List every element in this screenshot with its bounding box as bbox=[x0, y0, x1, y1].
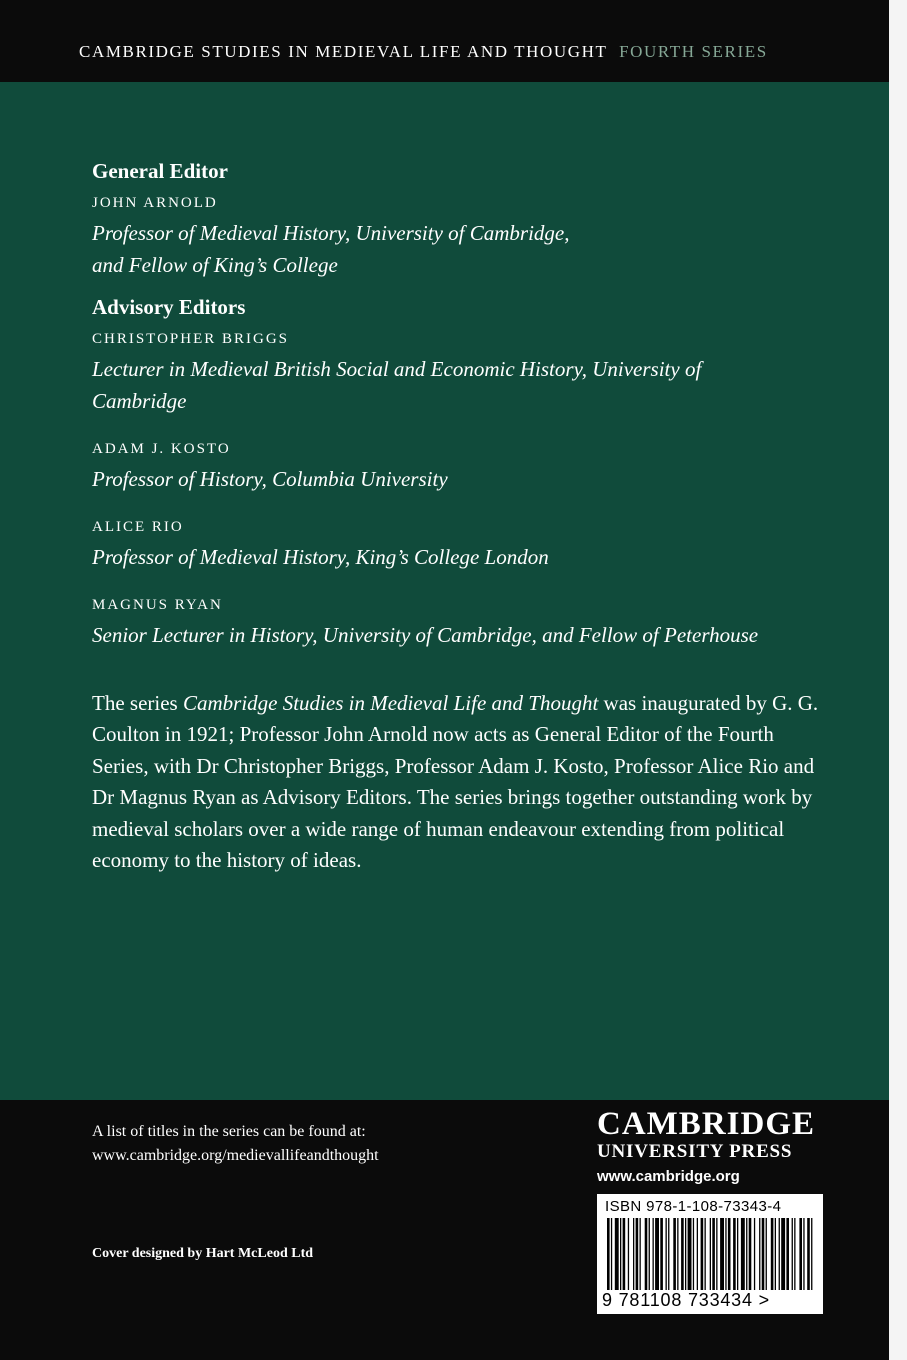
general-editor-heading: General Editor bbox=[92, 159, 228, 183]
affiliation-line: Professor of Medieval History, University of Cambridge, bbox=[92, 221, 570, 245]
series-title-line bbox=[79, 42, 768, 62]
barcode-bar bbox=[666, 1218, 667, 1290]
barcode-bar bbox=[611, 1218, 612, 1290]
list-note-text: A list of titles in the series can be found at: bbox=[92, 1123, 366, 1140]
blurb-series-title: Cambridge Studies in Medieval Life and Thought bbox=[182, 691, 599, 715]
series-title: CAMBRIDGE STUDIES IN MEDIEVAL LIFE AND THOUGHT bbox=[79, 42, 608, 61]
barcode-bar bbox=[762, 1218, 765, 1290]
barcode-bar bbox=[693, 1218, 694, 1290]
barcode-bar bbox=[677, 1218, 678, 1290]
isbn-text: ISBN 978-1-108-73343-4 bbox=[605, 1198, 782, 1215]
barcode-bar bbox=[628, 1218, 629, 1290]
barcode-bar bbox=[771, 1218, 774, 1290]
series-list-note bbox=[92, 1120, 512, 1168]
advisory-editor-name: ADAM J. KOSTO bbox=[92, 441, 231, 457]
barcode-bar bbox=[697, 1218, 698, 1290]
barcode-bar bbox=[712, 1218, 715, 1290]
series-description bbox=[92, 688, 832, 876]
barcode-bar bbox=[781, 1218, 785, 1290]
advisory-editor-affiliation: Senior Lecturer in History, University of Cambridge, and Fellow of Peterhouse bbox=[92, 623, 759, 647]
series-url: www.cambridge.org/medievallifeandthought bbox=[92, 1147, 379, 1164]
advisory-editors-heading: Advisory Editors bbox=[92, 295, 246, 319]
barcode-bar bbox=[701, 1218, 704, 1290]
barcode-bar bbox=[803, 1218, 804, 1290]
general-editor-name: JOHN ARNOLD bbox=[92, 195, 218, 211]
footer-band bbox=[0, 1100, 889, 1360]
ean-digits: 9 781108 733434 > bbox=[602, 1290, 770, 1310]
advisory-editor-name: ALICE RIO bbox=[92, 519, 184, 535]
publisher-press: UNIVERSITY PRESS bbox=[597, 1141, 793, 1162]
cover-credit: Cover designed by Hart McLeod Ltd bbox=[92, 1246, 314, 1261]
barcode-bar bbox=[620, 1218, 621, 1290]
series-header-band bbox=[0, 0, 889, 82]
barcode-bar bbox=[733, 1218, 736, 1290]
barcode-graphic bbox=[601, 1218, 819, 1290]
barcode-bar bbox=[681, 1218, 684, 1290]
barcode-bar bbox=[792, 1218, 793, 1290]
series-number: FOURTH SERIES bbox=[619, 42, 768, 61]
page-edge bbox=[889, 0, 907, 1360]
editors-section bbox=[92, 157, 872, 651]
barcode-bar bbox=[807, 1218, 810, 1290]
advisory-editor-name: MAGNUS RYAN bbox=[92, 597, 223, 613]
blurb-prefix: The series bbox=[92, 691, 183, 715]
advisory-editor-affiliation: Professor of Medieval History, King’s College London bbox=[92, 545, 549, 569]
barcode-bar bbox=[645, 1218, 648, 1290]
barcode-bar bbox=[640, 1218, 641, 1290]
barcode-bar bbox=[759, 1218, 760, 1290]
barcode-bar bbox=[799, 1218, 802, 1290]
barcode-bar bbox=[725, 1218, 726, 1290]
barcode-bar bbox=[766, 1218, 767, 1290]
barcode-bar bbox=[779, 1218, 780, 1290]
publisher-name: CAMBRIDGE bbox=[597, 1106, 816, 1142]
barcode-bar bbox=[720, 1218, 724, 1290]
barcode-bar bbox=[636, 1218, 639, 1290]
barcode-bar bbox=[746, 1218, 747, 1290]
barcode-bar bbox=[705, 1218, 706, 1290]
advisory-editor-name: CHRISTOPHER BRIGGS bbox=[92, 331, 290, 347]
barcode-bar bbox=[794, 1218, 795, 1290]
barcode-bar bbox=[623, 1218, 626, 1290]
barcode-bar bbox=[775, 1218, 776, 1290]
barcode-bar bbox=[615, 1218, 619, 1290]
affiliation-line: Lecturer in Medieval British Social and Economic History, University of bbox=[92, 357, 702, 381]
general-editor-affiliation bbox=[92, 217, 872, 281]
barcode-bar bbox=[786, 1218, 789, 1290]
affiliation-line: Cambridge bbox=[92, 389, 187, 413]
barcode-bar bbox=[741, 1218, 745, 1290]
advisory-editor-affiliation bbox=[92, 353, 872, 417]
barcode-bar bbox=[737, 1218, 738, 1290]
barcode-bar bbox=[668, 1218, 669, 1290]
barcode-bar bbox=[633, 1218, 634, 1290]
barcode-bar bbox=[728, 1218, 731, 1290]
isbn-barcode-box bbox=[597, 1194, 823, 1314]
barcode-bar bbox=[607, 1218, 610, 1290]
barcode-bar bbox=[649, 1218, 650, 1290]
barcode-bar bbox=[685, 1218, 686, 1290]
publisher-url: www.cambridge.org bbox=[597, 1168, 740, 1185]
barcode-bar bbox=[716, 1218, 717, 1290]
barcode-bar bbox=[811, 1218, 812, 1290]
advisory-editor-affiliation: Professor of History, Columbia University bbox=[92, 467, 448, 491]
blurb-body: was inaugurated by G. G. Coulton in 1921; Professor John Arnold now acts as General Editor of the Fourth Series, with Dr Christopher Briggs, Professor Adam J. Kosto, Professor Alice Rio and Dr Magnus Ryan as Advisory Editors. The series brings together outstanding work by medieval scholars over a wide range of human endeavour extending from political economy to the history of ideas. bbox=[92, 691, 819, 873]
barcode-bar bbox=[653, 1218, 654, 1290]
barcode-bar bbox=[749, 1218, 752, 1290]
affiliation-line: and Fellow of King’s College bbox=[92, 253, 338, 277]
barcode-bar bbox=[754, 1218, 755, 1290]
barcode-bar bbox=[710, 1218, 711, 1290]
barcode-bar bbox=[673, 1218, 676, 1290]
barcode-bar bbox=[655, 1218, 659, 1290]
publisher-logo bbox=[597, 1106, 837, 1185]
barcode-bar bbox=[660, 1218, 663, 1290]
barcode-bar bbox=[688, 1218, 692, 1290]
